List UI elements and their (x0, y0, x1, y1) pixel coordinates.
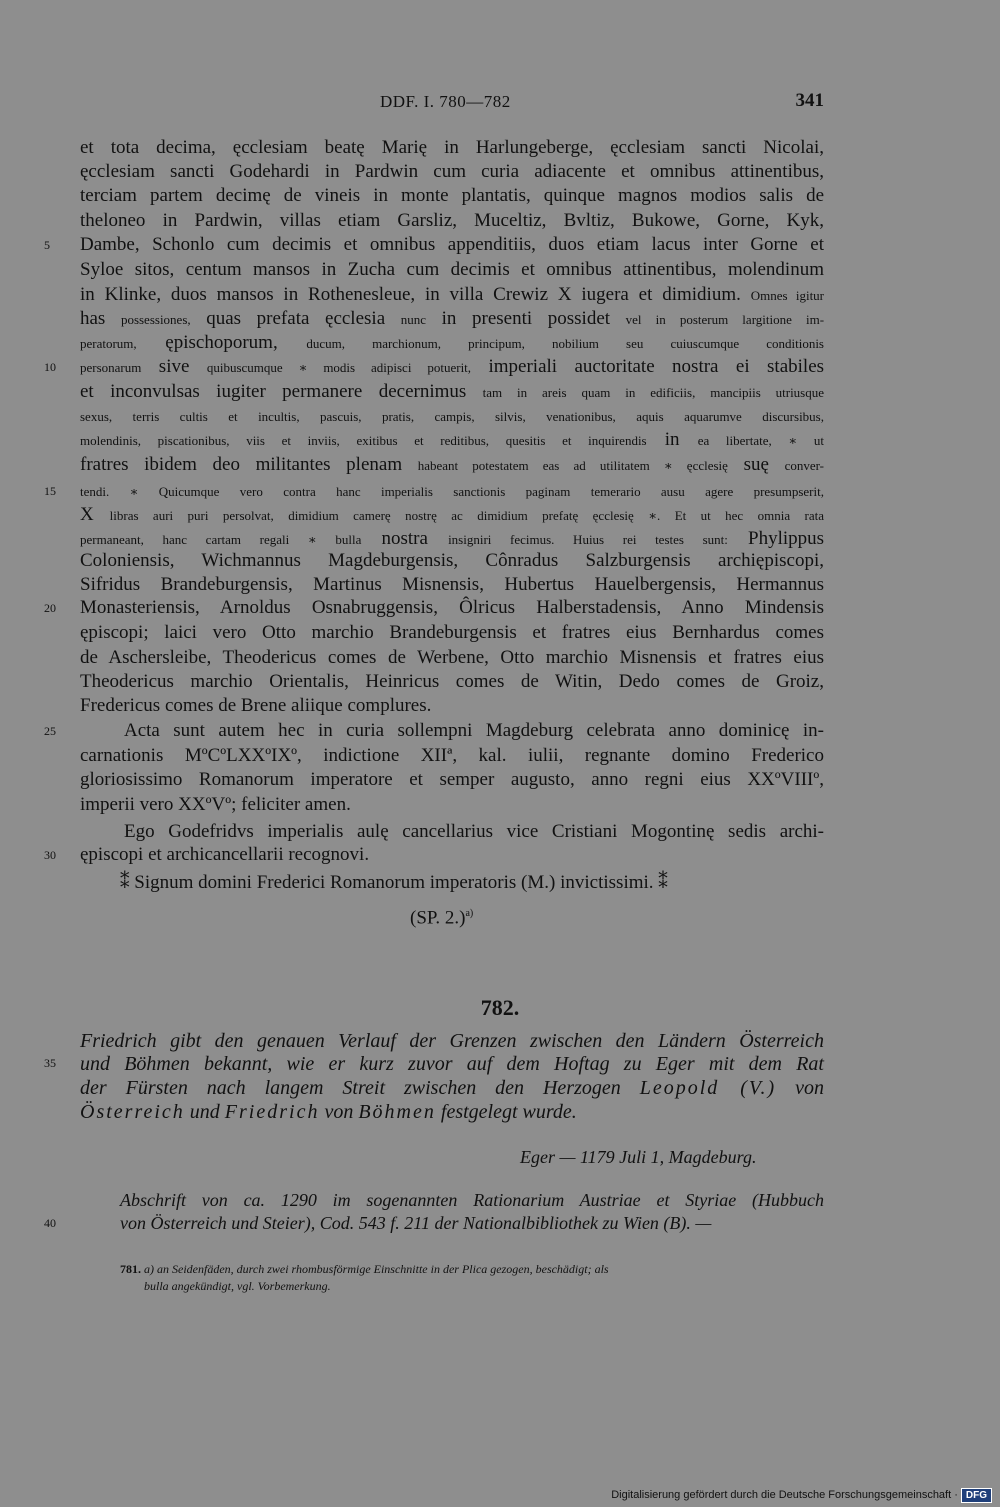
text-line (80, 453, 824, 477)
text-segment-small: ducum, marchionum, principum, nobilium seu cuiuscumque conditionis (306, 336, 824, 351)
line-number: 40 (44, 1216, 56, 1230)
text-line (80, 307, 824, 331)
footnote-line: bulla angekündigt, vgl. Vorbemerkung. (144, 1279, 331, 1293)
text-segment-small: libras auri puri persolvat, dimidium camerę nostrę ac dimidium prefatę ęcclesię ∗. Et ut hec omnia rata (109, 508, 824, 523)
text-line: carnationis MºCºLXXºIXº, indictione XIIª, kal. iulii, regnante domino Frederico (80, 745, 824, 766)
line-number: 15 (44, 484, 56, 498)
text-segment-small: molendinis, piscationibus, viis et inviis, exitibus et reditibus, quesitis et inquirendis (80, 433, 647, 448)
text-segment-small: insigniri fecimus. Huius rei testes sunt: (448, 532, 728, 547)
text-segment-small: quibuscumque ∗ modis adipisci potuerit, (206, 360, 472, 375)
running-header (0, 92, 1000, 116)
line-number: 20 (44, 601, 56, 615)
text-line: ęcclesiam sancti Godehardi in Pardwin cum curia adiacente et omnibus attinentibus, (80, 161, 824, 182)
dfg-logo: DFG (961, 1488, 992, 1503)
seal-note (410, 902, 610, 929)
summary-name: Leopold (V.) (639, 1077, 777, 1099)
text-segment-small: habeant potestatem eas ad utilitatem ∗ ęcclesię (417, 458, 728, 473)
summary-segment: von (795, 1077, 825, 1099)
text-segment: in presenti possidet (441, 308, 611, 329)
line-number: 5 (44, 238, 50, 252)
text-line: theloneo in Pardwin, villas etiam Garsliz, Muceltiz, Bvltiz, Bukowe, Gorne, Kyk, (80, 210, 824, 231)
text-segment-small: conver- (784, 458, 825, 473)
tradition-line: Abschrift von ca. 1290 im sogenannten Rationarium Austriae et Styriae (Hubbuch (120, 1190, 824, 1210)
footnote-label: 781. (120, 1262, 141, 1276)
text-segment: imperiali auctoritate nostra ei stabiles (488, 356, 825, 377)
text-line (80, 404, 824, 428)
dating-line: Eger — 1179 Juli 1, Magdeburg. (520, 1147, 757, 1167)
summary-name: Österreich (80, 1101, 185, 1123)
text-line (80, 503, 824, 527)
text-segment: et inconvulsas iugiter permanere decernimus (80, 381, 467, 402)
text-line: Theodericus marchio Orientalis, Heinricus comes de Witin, Dedo comes de Groiz, (80, 671, 824, 692)
signum-line (120, 871, 824, 895)
text-line: Monasteriensis, Arnoldus Osnabruggensis, Ôlricus Halberstadensis, Anno Mindensis (80, 597, 824, 618)
summary-line (80, 1075, 824, 1101)
text-line: Dambe, Schonlo cum decimis et omnibus appenditiis, duos etiam lacus inter Gorne et (80, 234, 824, 255)
summary-name: Friedrich (224, 1101, 320, 1123)
text-segment: quas prefata ęcclesia (206, 308, 386, 329)
summary-segment: der Fürsten nach langem Streit zwischen den Herzogen (80, 1077, 621, 1099)
signum-text: Signum domini Frederici Romanorum imperatoris (M.) invictissimi. (134, 872, 654, 893)
text-line: ępiscopi et archicancellarii recognovi. (80, 844, 370, 865)
summary-segment: von (324, 1101, 354, 1123)
tradition-line: von Österreich und Steier), Cod. 543 f. 211 der Nationalbibliothek zu Wien (B). — (120, 1213, 712, 1233)
summary-line: und Böhmen bekannt, wie er kurz zuvor auf dem Hoftag zu Eger mit dem Rat (80, 1053, 824, 1075)
text-segment: in Klinke, duos mansos in Rothenesleue, in villa Crewiz X iugera et dimidium. (80, 284, 741, 305)
line-number: 30 (44, 848, 56, 862)
text-line: Ego Godefridvs imperialis aulę cancellarius vice Cristiani Mogontinę sedis archi- (124, 821, 824, 842)
text-segment-small: peratorum, (80, 336, 137, 351)
text-segment-small: sexus, terris cultis et incultis, pascuis, pratis, campis, silvis, venationibus, aquis aquarumve discursibus, (80, 409, 824, 424)
line-number: 10 (44, 360, 56, 374)
text-segment: nostra (381, 528, 428, 549)
line-number: 25 (44, 724, 56, 738)
text-segment: ępischoporum, (165, 332, 278, 353)
text-line (80, 380, 824, 404)
credit-text: Digitalisierung gefördert durch die Deutsche Forschungsgemeinschaft · (611, 1489, 958, 1501)
seal-text: (SP. 2.) (410, 907, 466, 929)
signum-mark: ⁑ (120, 872, 130, 893)
text-line: Acta sunt autem hec in curia sollempni Magdeburg celebrata anno dominicę in- (124, 720, 824, 741)
summary-name: Böhmen (358, 1101, 436, 1123)
text-segment-small: permaneant, hanc cartam regali ∗ bulla (80, 532, 362, 547)
digitization-credit (611, 1488, 992, 1503)
text-line (80, 428, 824, 452)
text-line: Coloniensis, Wichmannus Magdeburgensis, Cônradus Salzburgensis archiępiscopi, (80, 550, 824, 571)
text-line: de Aschersleibe, Theodericus comes de Werbene, Otto marchio Misnensis et fratres eius (80, 647, 824, 668)
signum-mark: ⁑ (658, 872, 668, 893)
text-segment: sive (158, 356, 190, 377)
text-segment: suę (743, 454, 769, 475)
text-segment-small: tam in areis quam in edificiis, mancipiis utriusque (482, 385, 825, 400)
footnote-ref: a) (465, 908, 474, 919)
text-line: imperii vero XXºVº; feliciter amen. (80, 794, 351, 815)
text-segment-small: personarum (80, 360, 142, 375)
text-line: ępiscopi; laici vero Otto marchio Brandeburgensis et fratres eius Bernhardus comes (80, 622, 824, 643)
text-line (80, 527, 824, 551)
text-line: gloriosissimo Romanorum imperatore et semper augusto, anno regni eius XXºVIIIº, (80, 769, 824, 790)
text-line: terciam partem decimę de vineis in monte plantatis, quinque magnos modios salis de (80, 185, 824, 206)
footnote-text: a) an Seidenfäden, durch zwei rhombusförmige Einschnitte in der Plica gezogen, beschädigt; als (144, 1262, 609, 1276)
text-segment: has (80, 308, 106, 329)
document-number: 782. (480, 995, 520, 1020)
summary-segment: festgelegt wurde. (440, 1101, 577, 1123)
text-line: Syloe sitos, centum mansos in Zucha cum decimis et omnibus attinentibus, molendinum (80, 259, 824, 280)
summary-line: Friedrich gibt den genauen Verlauf der Grenzen zwischen den Ländern Österreich (80, 1030, 824, 1052)
text-line (80, 331, 824, 355)
header-reference: DDF. I. 780—782 (380, 92, 511, 111)
line-number: 35 (44, 1056, 56, 1070)
footnote (120, 1261, 824, 1295)
summary-line (80, 1099, 824, 1125)
text-segment-small: ea libertate, ∗ ut (697, 433, 825, 448)
text-line (80, 283, 824, 307)
text-segment-small: vel in posterum largitione im- (625, 312, 825, 327)
text-segment-small: possessiones, (120, 312, 191, 327)
text-line (80, 479, 824, 503)
text-line: Fredericus comes de Brene aliique complures. (80, 695, 432, 716)
text-line: Sifridus Brandeburgensis, Martinus Misnensis, Hubertus Hauelbergensis, Hermannus (80, 574, 824, 595)
summary-segment: und (189, 1101, 220, 1123)
text-segment: in (664, 429, 680, 450)
page-number: 341 (795, 90, 824, 111)
text-segment: Phylippus (748, 528, 825, 549)
text-segment: fratres ibidem deo militantes plenam (80, 454, 403, 475)
text-segment-small: tendi. ∗ Quicumque vero contra hanc imperialis sanctionis paginam temerario ausu agere presumpserit, (80, 484, 824, 499)
text-line: et tota decima, ęcclesiam beatę Marię in Harlungeberge, ęcclesiam sancti Nicolai, (80, 137, 824, 158)
footnote-line (120, 1261, 824, 1278)
text-line (80, 355, 824, 379)
text-segment-small: nunc (400, 312, 427, 327)
text-segment: X (80, 504, 94, 525)
text-segment-small: Omnes igitur (750, 288, 825, 303)
